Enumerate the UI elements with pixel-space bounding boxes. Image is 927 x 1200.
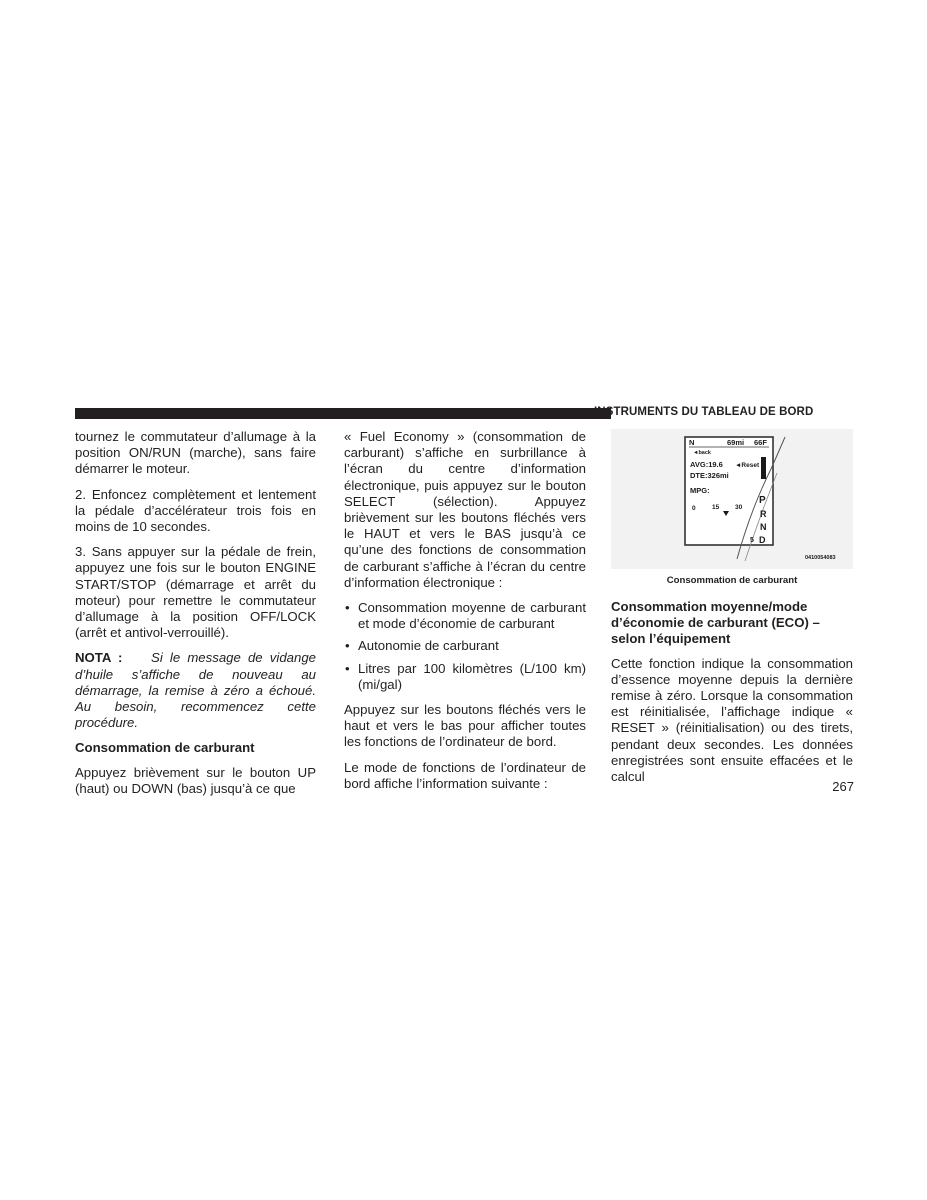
column-3 xyxy=(611,429,853,794)
list-item: • Consommation moyenne de carburant et mode d’économie de carburant xyxy=(344,600,586,632)
display-mpg: MPG: xyxy=(690,486,710,495)
list-item: • Autonomie de carburant xyxy=(344,638,586,654)
display-top-left: N xyxy=(689,438,695,447)
paragraph: 3. Sans appuyer sur la pédale de frein, appuyez une fois sur le bouton ENGINE START/STOP (démarrage et arrêt du moteur) pour remettre le commutateur d’allumage à la position OFF/LOCK (arrêt et antivol-verrouillé). xyxy=(75,544,316,641)
figure-caption: Consommation de carburant xyxy=(666,575,798,586)
paragraph: Le mode de fonctions de l’ordinateur de bord affiche l’information suivante : xyxy=(344,759,586,791)
display-back: ◄back xyxy=(693,450,711,456)
display-gear-d: D xyxy=(759,535,766,545)
display-gear-n: N xyxy=(760,522,767,532)
note-text: Si le message de vidange d’huile s’affiche de nouveau au démarrage, la remise à zéro a échoué. Au besoin, recommencez cette procédure. xyxy=(75,650,316,731)
section-heading: Consommation moyenne/mode d’économie de carburant (ECO) – selon l’équipement xyxy=(611,599,820,647)
section-title: INSTRUMENTS DU TABLEAU DE BORD xyxy=(594,406,814,418)
display-avg: AVG:19.6 xyxy=(690,460,723,469)
display-top-right: 66F xyxy=(754,438,767,447)
column-1 xyxy=(75,429,316,806)
display-scale-30: 30 xyxy=(735,504,743,511)
display-gear-side: 5 xyxy=(750,537,754,544)
note-paragraph xyxy=(75,650,316,731)
paragraph: 2. Enfoncez complètement et lentement la pédale d’accélérateur trois fois en moins de 10 secondes. xyxy=(75,486,316,535)
figure-code: 0410054083 xyxy=(805,555,836,561)
paragraph: Appuyez brièvement sur le bouton UP (haut) ou DOWN (bas) jusqu’à ce que xyxy=(75,764,316,796)
fuel-economy-display-figure xyxy=(611,429,853,569)
paragraph: Cette fonction indique la consommation d’essence moyenne depuis la dernière remise à zéro. Lorsque la consommation est réinitialisée, l’affichage indique « RESET » (réinitialisation) ou des tirets, pendant deux secondes. Les données enregistrées sont ensuite effacées et le calcul xyxy=(611,655,853,785)
display-reset: ◄Reset xyxy=(735,462,760,469)
display-scale-15: 15 xyxy=(712,504,720,511)
section-heading: Consommation de carburant xyxy=(75,740,255,756)
header-rule xyxy=(75,408,611,419)
display-gear-p: P xyxy=(759,495,766,506)
bullet-list xyxy=(344,600,586,693)
display-gear-r: R xyxy=(760,509,767,519)
column-2 xyxy=(344,429,586,801)
display-illustration xyxy=(611,429,853,569)
display-scale-0: 0 xyxy=(692,505,696,512)
display-top-mid: 69mi xyxy=(727,438,745,447)
display-dte: DTE:326mi xyxy=(690,471,729,480)
paragraph: tournez le commutateur d’allumage à la position ON/RUN (marche), sans faire démarrer le moteur. xyxy=(75,429,316,477)
note-label: NOTA : xyxy=(75,650,123,666)
list-item: • Litres par 100 kilomètres (L/100 km) (mi/gal) xyxy=(344,661,586,693)
paragraph: « Fuel Economy » (consommation de carburant) s’affiche en surbrillance à l’écran du centre d’information électronique, puis appuyez sur le bouton SELECT (sélection). Appuyez brièvement sur les boutons fléchés vers le HAUT et vers le BAS jusqu’à ce qu’une des fonctions de consommation de carburant s’affiche à l’écran du centre d’information électronique : xyxy=(344,429,586,590)
paragraph: Appuyez sur les boutons fléchés vers le haut et vers le bas pour afficher toutes les fonctions de l’ordinateur de bord. xyxy=(344,702,586,750)
page-number: 267 xyxy=(832,779,854,794)
